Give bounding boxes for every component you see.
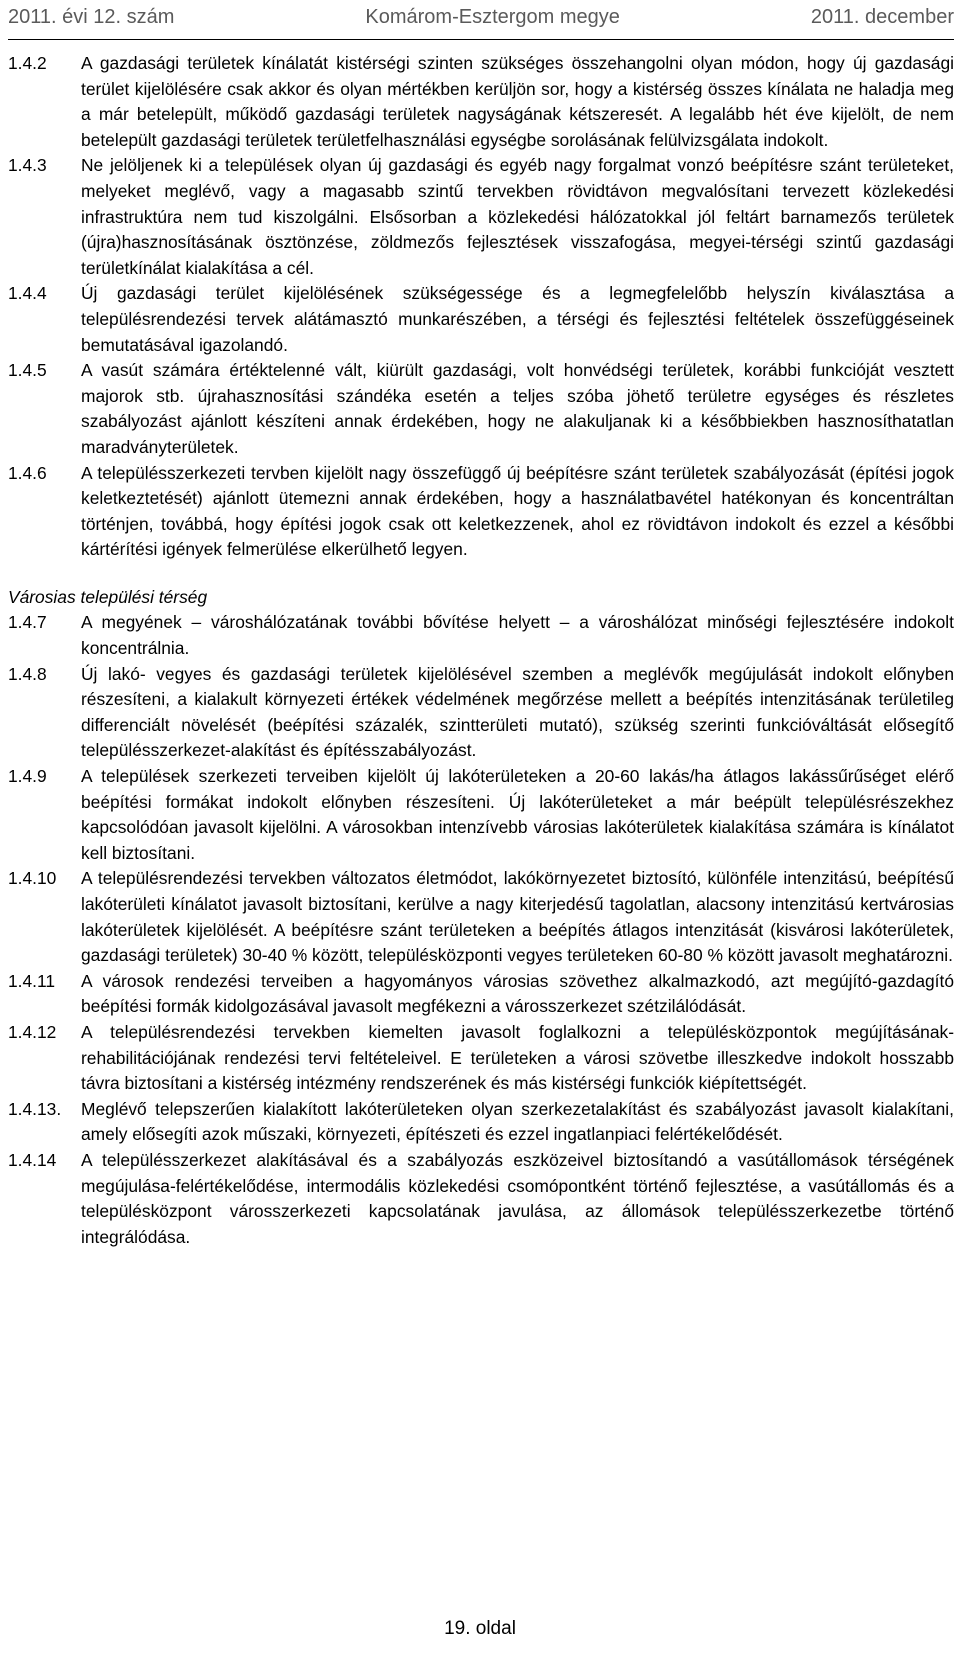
header-date: 2011. december	[810, 6, 954, 28]
list-item	[8, 1020, 954, 1097]
item-number: 1.4.3	[8, 155, 47, 176]
list-item	[8, 1097, 954, 1148]
item-text: Új lakó- vegyes és gazdasági területek kijelölésével szemben a meglévők megújulását indokolt előnyben részesíteni, a kialakult környezeti értékek védelmének megőrzése mellett a beépítés intenzitásának területileg differenciált növelését (beépítési százalék, szintterületi mutató), szükség szerinti funkcióváltását elősegítő településszerkezet-alakítást és építésszabályozást.	[81, 663, 954, 761]
list-item	[8, 764, 954, 866]
item-number: 1.4.5	[8, 360, 47, 381]
item-text: Ne jelöljenek ki a települések olyan új gazdasági és egyéb nagy forgalmat vonzó beépítésre szánt területeket, melyeket meglévő, vagy a magasabb szintű tervekben rövidtávon megvalósítani tervezett közlekedési infrastruktúra nem tud kiszolgálni. Elsősorban a közlekedési hálózatokkal jól feltárt barnamezős területek (újra)hasznosításának ösztönzése, zöldmezős fejlesztések visszafogása, megyei-térségi szintű gazdasági területkínálat kialakítása a cél.	[81, 155, 954, 278]
page-header	[8, 0, 954, 40]
list-item	[8, 153, 954, 281]
list-item	[8, 969, 954, 1020]
item-number: 1.4.10	[8, 868, 57, 889]
list-item	[8, 51, 954, 153]
document-body	[8, 51, 954, 1250]
item-number: 1.4.7	[8, 612, 47, 633]
list-item	[8, 866, 954, 968]
list-item	[8, 358, 954, 460]
item-text: A településrendezési tervekben változatos életmódot, lakókörnyezetet biztosító, különféle intenzitású, beépítésű lakóterületi kínálatot javasolt biztosítani, kerülve a nagy kiterjedésű tagolatlan, alacsony intenzitású kertvárosias lakóterületek kijelölését. A beépítésre szánt területeken a beépítés átlagos intenzitását (kisvárosi lakóterületek, gazdasági területek) 30-40 % között, településközponti vegyes területeken 60-80 % között javasolt meghatározni.	[81, 868, 954, 966]
item-number: 1.4.9	[8, 766, 47, 787]
item-number: 1.4.8	[8, 663, 47, 684]
header-county: Komárom-Esztergom megye	[365, 6, 620, 28]
item-text: A gazdasági területek kínálatát kistérségi szinten szükséges összehangolni olyan módon, hogy új gazdasági terület kijelölésére csak akkor és olyan mértékben kerüljön sor, hogy a kistérség összes kínálata ne haladja meg a már betelepült, működő gazdasági területek nagyságának kétszeresét. A legalább hét éve kijelölt, de nem betelepült gazdasági területek területfelhasználási egységbe sorolásának felülvizsgálata indokolt.	[81, 53, 954, 150]
item-text: A vasút számára értéktelenné vált, kiürült gazdasági, volt honvédségi területek, korábbi funkcióját vesztett majorok stb. újrahasznosítási szándéka esetén a teljes szóba jöhető területre egységes és részletes szabályozást ajánlott készíteni annak érdekében, hogy ne alakuljanak ki a későbbiekben hasznosíthatatlan maradványterületek.	[81, 360, 954, 457]
list-item	[8, 461, 954, 563]
header-issue: 2011. évi 12. szám	[8, 6, 175, 28]
item-number: 1.4.11	[8, 970, 56, 991]
item-text: A településszerkezeti tervben kijelölt nagy összefüggő új beépítésre szánt területek szabályozását (építési jogok keletkeztetését) ajánlott ütemezni annak érdekében, hogy a használatbavétel hatékonyan és koncentráltan történjen, továbbá, hogy építési jogok csak ott keletkezzenek, ahol ez rövidtávon indokolt és ezzel a későbbi kártérítési igények felmerülése elkerülhető legyen.	[81, 462, 954, 560]
list-item	[8, 610, 954, 661]
item-number: 1.4.13.	[8, 1098, 62, 1119]
item-number: 1.4.4	[8, 283, 47, 304]
item-text: Új gazdasági terület kijelölésének szükségessége és a legmegfelelőbb helyszín kiválasztása a településrendezési tervek alátámasztó munkarészében, a térségi és fejlesztési feltételek összefüggéseinek bemutatásával igazolandó.	[81, 283, 954, 355]
list-item	[8, 1148, 954, 1250]
item-number: 1.4.6	[8, 462, 47, 483]
item-text: A települések szerkezeti terveiben kijelölt új lakóterületeken a 20-60 lakás/ha átlagos lakássűrűséget elérő beépítési formákat indokolt előnyben részesíteni. Új lakóterületeket a már beépült településrészekhez kapcsolódóan javasolt kijelölni. A városokban intenzívebb városias lakóterületek kialakítása számára is kínálatot kell biztosítani.	[81, 766, 954, 863]
item-text: Meglévő telepszerűen kialakított lakóterületeken olyan szerkezetalakítást és szabályozást javasolt kialakítani, amely elősegíti azok műszaki, környezeti, építészeti és ezzel ingatlanpiaci felértékelődését.	[81, 1098, 954, 1145]
page-number: 19. oldal	[444, 1618, 516, 1639]
item-text: A településrendezési tervekben kiemelten javasolt foglalkozni a településközpontok megújításának-rehabilitációjának rendezési tervi feltételeivel. E területeken a városi szövetbe illeszkedve indokolt hosszabb távra biztosítani a kistérség intézmény rendszerének és más kistérségi funkciók kiépítettségét.	[81, 1021, 954, 1094]
section-heading: Városias települési térség	[8, 586, 208, 607]
item-number: 1.4.12	[8, 1021, 57, 1042]
item-number: 1.4.14	[8, 1149, 57, 1170]
item-number: 1.4.2	[8, 53, 47, 73]
item-text: A településszerkezet alakításával és a szabályozás eszközeivel biztosítandó a vasútállomások térségének megújulása-felértékelődése, intermodális közlekedési csomópontként történő fejlesztése, a vasútállomás és a településközpont városszerkezeti kapcsolatának javulása, az állomások településszerkezetbe történő integrálódása.	[81, 1149, 954, 1247]
list-item	[8, 662, 954, 764]
item-text: A megyének – városhálózatának további bővítése helyett – a városhálózat minőségi fejlesztésére indokolt koncentrálnia.	[81, 612, 954, 659]
item-text: A városok rendezési terveiben a hagyományos városias szövethez alkalmazkodó, azt megújító-gazdagító beépítési formák kidolgozásával javasolt megfékezni a városszerkezet szétzilálódását.	[81, 970, 954, 1017]
list-item	[8, 281, 954, 358]
